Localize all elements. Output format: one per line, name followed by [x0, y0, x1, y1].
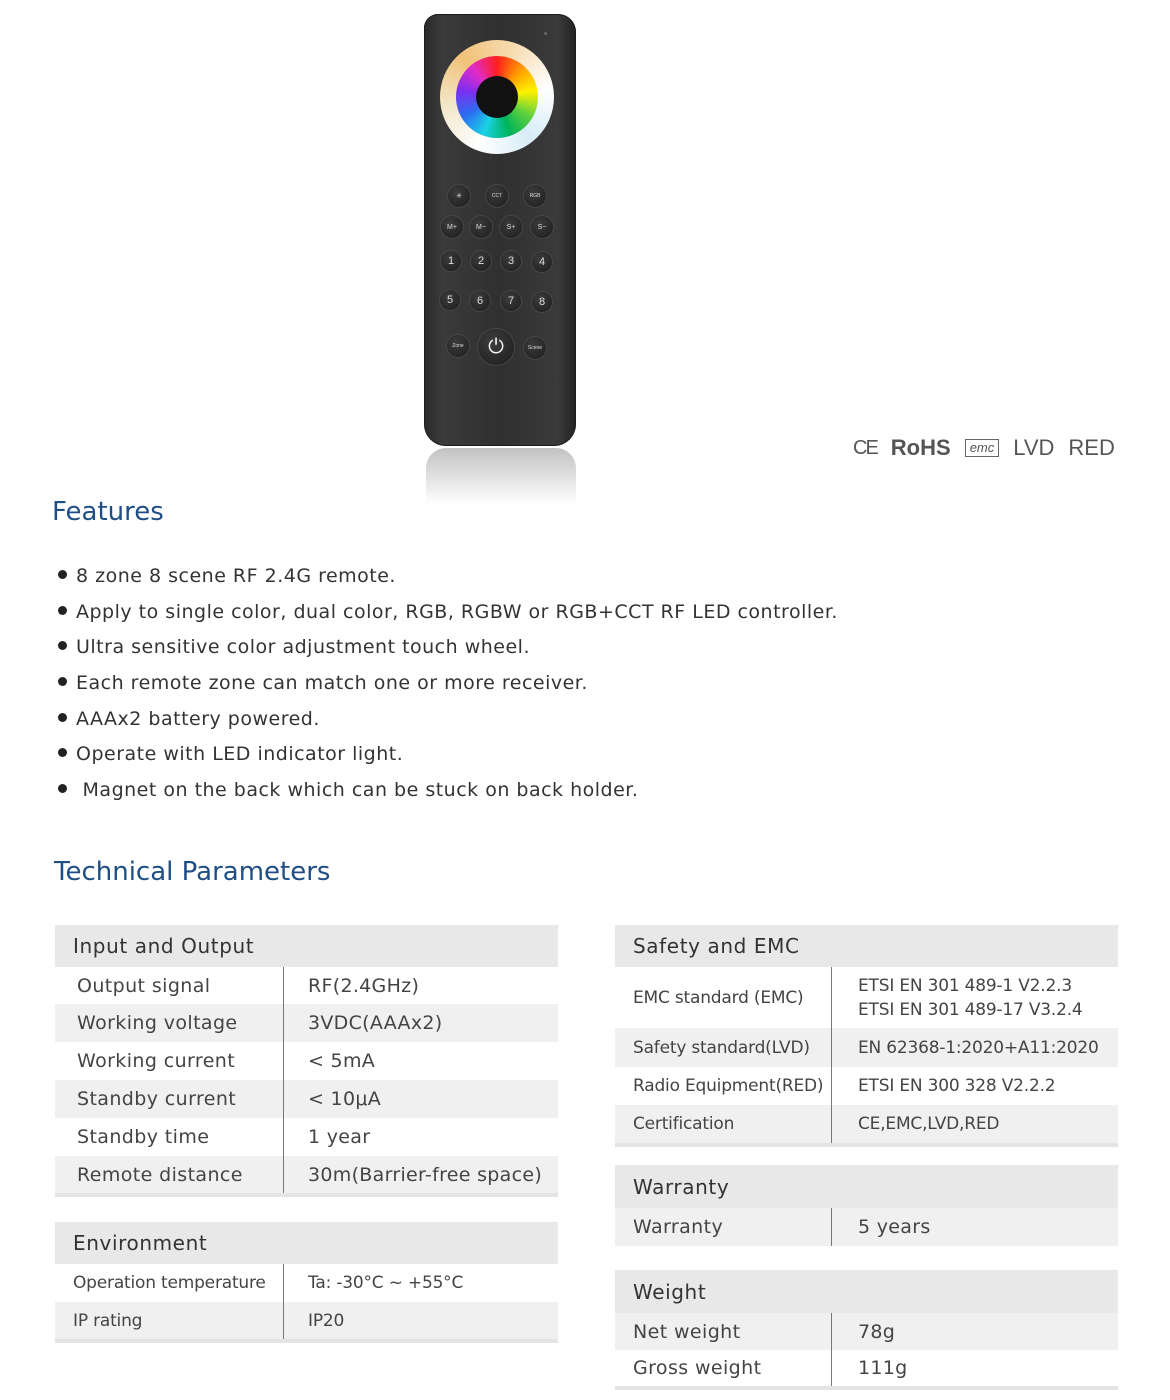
zone-5-button: 5	[440, 290, 460, 310]
feature-item	[58, 598, 838, 634]
bullet-icon	[58, 606, 67, 615]
bullet-icon	[58, 677, 67, 686]
feature-item	[58, 633, 838, 669]
feature-item	[58, 776, 838, 812]
table-row	[55, 1004, 558, 1042]
cct-button: CCT	[486, 185, 508, 207]
table-header: Warranty	[615, 1165, 1118, 1208]
param-name: Standby current	[77, 1088, 237, 1110]
safety-emc-table	[615, 925, 1118, 1147]
remote-product-image	[424, 14, 580, 504]
bullet-icon	[58, 784, 67, 793]
param-name: Gross weight	[633, 1357, 762, 1379]
feature-text: AAAx2 battery powered.	[76, 707, 320, 730]
table-footer-rule	[55, 1193, 558, 1197]
feature-text: Each remote zone can match one or more receiver.	[76, 672, 588, 695]
feature-text: Ultra sensitive color adjustment touch wheel.	[76, 636, 530, 659]
zone-1-button: 1	[441, 251, 461, 271]
weight-table	[615, 1270, 1118, 1390]
table-row	[615, 1105, 1118, 1143]
color-touch-wheel	[440, 40, 554, 154]
environment-table	[55, 1222, 558, 1343]
param-value	[831, 967, 1083, 1028]
table-row	[615, 1028, 1118, 1067]
param-name: Net weight	[633, 1320, 741, 1343]
param-value: 78g	[831, 1313, 895, 1350]
param-name: Certification	[633, 1114, 735, 1134]
feature-text: Apply to single color, dual color, RGB, RGBW or RGB+CCT RF LED controller.	[76, 600, 838, 623]
param-name: Working current	[77, 1050, 236, 1072]
m-minus-button: M−	[470, 216, 492, 238]
param-value: < 10μA	[283, 1080, 381, 1118]
param-name: Remote distance	[77, 1163, 243, 1186]
table-header: Input and Output	[55, 925, 558, 967]
zone-4-button: 4	[532, 252, 552, 272]
table-header: Safety and EMC	[615, 925, 1118, 967]
led-indicator	[544, 32, 547, 35]
zone-button: Zone	[447, 335, 469, 357]
param-name: Output signal	[77, 974, 211, 997]
zone-3-button: 3	[501, 251, 521, 271]
zone-7-button: 7	[501, 291, 521, 311]
bullet-icon	[58, 713, 67, 722]
param-name: Operation temperature	[73, 1273, 266, 1293]
feature-item	[58, 562, 838, 598]
features-heading: Features	[52, 497, 164, 527]
table-row	[55, 1042, 558, 1080]
param-value: ETSI EN 300 328 V2.2.2	[831, 1067, 1055, 1105]
param-value: < 5mA	[283, 1042, 375, 1080]
param-value: IP20	[283, 1302, 344, 1339]
emc-standard-line-2: ETSI EN 301 489-17 V3.2.4	[858, 999, 1083, 1020]
bullet-icon	[58, 570, 67, 579]
param-value: 1 year	[283, 1118, 370, 1156]
bullet-icon	[58, 641, 67, 650]
table-footer-rule	[55, 1339, 558, 1343]
feature-text: Magnet on the back which can be stuck on back holder.	[76, 779, 639, 802]
param-value: EN 62368-1:2020+A11:2020	[831, 1028, 1099, 1067]
s-plus-button: S+	[500, 216, 522, 238]
input-output-table	[55, 925, 558, 1197]
red-logo: RED	[1068, 435, 1115, 460]
features-list	[58, 562, 838, 812]
lvd-logo: LVD	[1013, 435, 1055, 460]
technical-parameters-heading: Technical Parameters	[54, 857, 331, 887]
wheel-center	[476, 76, 518, 118]
feature-text: 8 zone 8 scene RF 2.4G remote.	[76, 565, 396, 587]
brightness-button: ✳	[448, 185, 470, 207]
table-row	[55, 967, 558, 1004]
param-name: Working voltage	[77, 1012, 238, 1034]
param-name: EMC standard (EMC)	[633, 987, 804, 1008]
certification-logos	[853, 434, 1115, 462]
param-value: 3VDC(AAAx2)	[283, 1004, 443, 1042]
table-row	[55, 1118, 558, 1156]
zone-6-button: 6	[470, 291, 490, 311]
feature-item	[58, 740, 838, 776]
param-value: 111g	[831, 1350, 908, 1386]
param-value: RF(2.4GHz)	[283, 967, 419, 1004]
scene-button: Scene	[524, 337, 546, 359]
param-value: CE,EMC,LVD,RED	[831, 1105, 999, 1143]
zone-2-button: 2	[471, 251, 491, 271]
feature-item	[58, 669, 838, 705]
feature-item	[58, 705, 838, 741]
param-value: Ta: -30°C ~ +55°C	[283, 1264, 463, 1302]
table-footer-rule	[615, 1143, 1118, 1147]
param-name: IP rating	[73, 1310, 143, 1331]
param-name: Safety standard(LVD)	[633, 1037, 810, 1058]
zone-8-button: 8	[532, 292, 552, 312]
table-row	[55, 1302, 558, 1339]
table-header: Environment	[55, 1222, 558, 1264]
power-icon: ⏻	[478, 329, 514, 365]
m-plus-button: M+	[441, 216, 463, 238]
table-footer-rule	[615, 1386, 1118, 1390]
color-ring	[456, 56, 538, 138]
ce-logo: CE	[853, 436, 877, 459]
param-name: Warranty	[633, 1216, 724, 1238]
bullet-icon	[58, 748, 67, 757]
warranty-table	[615, 1165, 1118, 1246]
table-header: Weight	[615, 1270, 1118, 1313]
table-row	[55, 1080, 558, 1118]
table-row	[55, 1156, 558, 1193]
param-value: 5 years	[831, 1208, 931, 1246]
table-row	[615, 1067, 1118, 1105]
table-row	[615, 1208, 1118, 1246]
remote-reflection	[426, 448, 576, 504]
table-row	[615, 1313, 1118, 1350]
feature-text: Operate with LED indicator light.	[76, 743, 404, 766]
emc-standard-line-1: ETSI EN 301 489-1 V2.2.3	[858, 975, 1072, 996]
remote-body	[424, 14, 576, 446]
param-value: 30m(Barrier-free space)	[283, 1156, 542, 1193]
table-row	[55, 1264, 558, 1302]
table-row	[615, 1350, 1118, 1386]
emc-logo: emc	[965, 439, 1000, 457]
rohs-logo: RoHS	[890, 435, 951, 460]
param-name: Radio Equipment(RED)	[633, 1076, 824, 1096]
table-row	[615, 967, 1118, 1028]
s-minus-button: S−	[531, 216, 553, 238]
rgb-button: RGB	[524, 185, 546, 207]
param-name: Standby time	[77, 1126, 210, 1148]
